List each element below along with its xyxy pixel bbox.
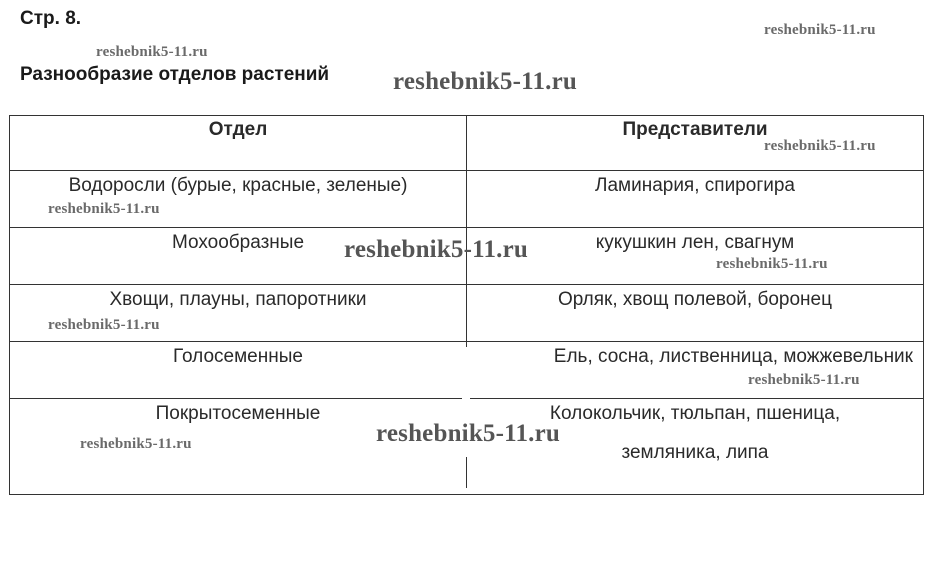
border-gap — [715, 488, 895, 494]
border-gap — [345, 488, 525, 494]
watermark: reshebnik5-11.ru — [376, 420, 561, 447]
division-cell: Голосеменные — [10, 342, 467, 399]
page-title: Разнообразие отделов растений — [20, 64, 330, 85]
watermark: reshebnik5-11.ru — [748, 372, 860, 388]
representatives-line: земляника, липа — [621, 442, 769, 463]
watermark: reshebnik5-11.ru — [393, 68, 578, 95]
watermark: reshebnik5-11.ru — [48, 317, 160, 333]
representatives-cell: Ель, сосна, лиственница, можжевельник — [467, 342, 924, 399]
watermark: reshebnik5-11.ru — [96, 44, 208, 60]
division-cell: Хвощи, плауны, папоротники — [10, 285, 467, 342]
division-cell: Водоросли (бурые, красные, зеленые) — [10, 171, 467, 228]
watermark: reshebnik5-11.ru — [764, 138, 876, 154]
header-division: Отдел — [10, 116, 467, 171]
watermark: reshebnik5-11.ru — [344, 236, 529, 263]
division-cell: Покрытосеменные — [10, 399, 467, 495]
representatives-cell: Орляк, хвощ полевой, боронец — [467, 285, 924, 342]
watermark: reshebnik5-11.ru — [764, 22, 876, 38]
watermark: reshebnik5-11.ru — [80, 436, 192, 452]
watermark: reshebnik5-11.ru — [716, 256, 828, 272]
representatives-line: Колокольчик, тюльпан, пшеница, — [549, 403, 841, 424]
table-row — [10, 171, 924, 228]
header-representatives: Представители — [467, 116, 924, 171]
representatives-cell: Ламинария, спирогира — [467, 171, 924, 228]
page-number: Стр. 8. — [20, 8, 82, 29]
watermark: reshebnik5-11.ru — [48, 201, 160, 217]
representatives-cell: кукушкин лен, свагнум — [467, 228, 924, 285]
division-cell: Мохообразные — [10, 228, 467, 285]
